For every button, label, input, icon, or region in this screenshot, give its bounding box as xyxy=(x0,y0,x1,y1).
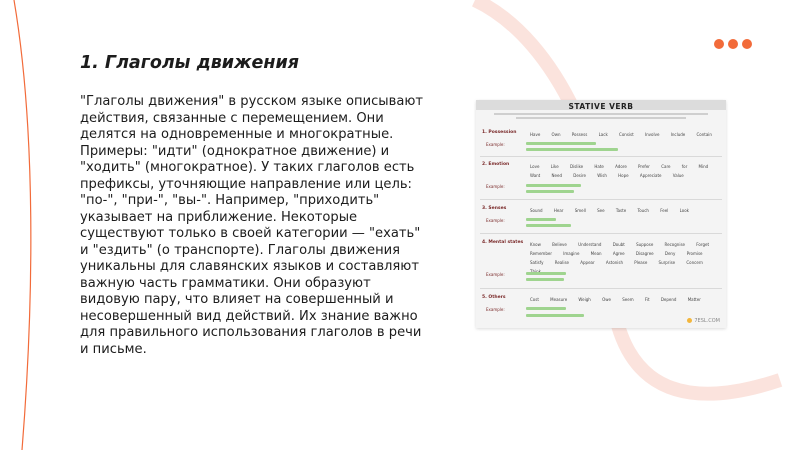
stative-verb-infographic xyxy=(476,100,726,328)
section-label: 4. Mental states xyxy=(482,240,524,245)
infographic-brand xyxy=(687,318,720,324)
section-words: Cost Measure Weigh Owe Seem Fit Depend Matter xyxy=(530,297,701,302)
dot-3 xyxy=(742,39,752,49)
example-label: Example: xyxy=(486,272,505,277)
brand-logo-icon xyxy=(687,318,692,323)
dot-2 xyxy=(728,39,738,49)
example-highlight xyxy=(526,272,566,275)
example-highlight xyxy=(526,218,556,221)
example-highlight xyxy=(526,278,564,281)
example-highlight xyxy=(526,190,574,193)
decorative-dots xyxy=(714,39,752,49)
dot-1 xyxy=(714,39,724,49)
section-label: 2. Emotion xyxy=(482,162,510,167)
slide-title: 1. Глаголы движения xyxy=(80,53,299,73)
section-words: Love Like Dislike Hate Adore Prefer Care for Mind Want Need Desire Wish Hope Appreciate Value xyxy=(530,164,709,178)
section-words: Have Own Possess Lack Consist Involve Include Contain xyxy=(530,132,712,137)
example-highlight xyxy=(526,224,571,227)
example-label: Example: xyxy=(486,142,505,147)
section-divider xyxy=(480,288,722,289)
section-words: Sound Hear Smell See Taste Touch Feel Look xyxy=(530,208,689,213)
example-highlight xyxy=(526,307,566,310)
decorative-arc-left xyxy=(14,0,31,450)
brand-text: 7ESL.COM xyxy=(694,318,720,324)
example-label: Example: xyxy=(486,218,505,223)
infographic-subtitle-line xyxy=(494,113,708,115)
section-label: 3. Senses xyxy=(482,206,507,211)
example-label: Example: xyxy=(486,184,505,189)
section-divider xyxy=(480,156,722,157)
section-label: 5. Others xyxy=(482,295,506,300)
section-divider xyxy=(480,233,722,234)
section-words: Know Believe Understand Doubt Suppose Recognise Forget Remember Imagine Mean Agree Disagree Deny Promise Satisfy Realise Appear Astonish Please Surprise Concern xyxy=(530,242,710,265)
section-label: 1. Possession xyxy=(482,130,517,135)
example-highlight xyxy=(526,148,618,151)
infographic-subtitle-line-2 xyxy=(516,117,686,119)
infographic-title: STATIVE VERB xyxy=(568,102,634,111)
example-label: Example: xyxy=(486,307,505,312)
example-highlight xyxy=(526,142,596,145)
slide-body-text: "Глаголы движения" в русском языке описывают действия, связанные с перемещением. Они делятся на одновременные и многократные. Примеры: "идти" (однократное движение) и "ходить" (многократное). У таких глаголов есть префиксы, уточняющие направление или цель: "по-", "при-", "вы-". Например, "приходить" указывает на приближение. Некоторые существуют только в своей категории — "ехать" и "ездить" (о транспорте). Глаголы движения уникальны для славянских языков и составляют важную часть грамматики. Они образуют видовую пару, что влияет на совершенный и несовершенный вид действий. Их знание важно для правильного использования глаголов в речи и письме. xyxy=(80,94,424,357)
section-divider xyxy=(480,199,722,200)
example-highlight xyxy=(526,314,584,317)
example-highlight xyxy=(526,184,581,187)
